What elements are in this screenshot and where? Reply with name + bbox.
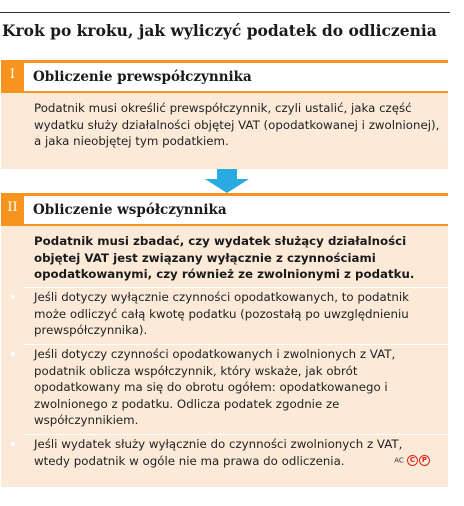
- section-lead: Podatnik musi zbadać, czy wydatek służący działalności objętej VAT jest związany wyłącznie z czynnościami opodatkowanymi, czy również ze zwolnionymi z podatku.: [34, 234, 415, 281]
- section-number: II: [1, 193, 24, 226]
- divider: [24, 287, 448, 288]
- section-tab: [1, 60, 24, 169]
- bullet-item: Jeśli wydatek służy wyłącznie do czynności zwolnionych z VAT, wtedy podatnik w ogóle nie ma prawa do odliczenia.: [34, 436, 442, 469]
- divider: [24, 344, 448, 345]
- section-wspolczynnik: [1, 193, 448, 487]
- credit-initials: AC: [394, 456, 404, 465]
- bullet-item: Jeśli dotyczy czynności opodatkowanych i zwolnionych z VAT, podatnik oblicza współczynnik, który wskaże, jak obrót opodatkowany ma się do obrotu ogółem: opodatkowanego i zwolnionego z podatku. Odlicza podatek zgodnie ze współczynnikiem.: [34, 346, 442, 429]
- top-rule: [0, 12, 450, 13]
- section-prewspolczynnik: [1, 60, 448, 169]
- section-header: [24, 193, 448, 226]
- bullet-item: Jeśli dotyczy wyłącznie czynności opodatkowanych, to podatnik może odliczyć całą kwotę podatku (pozostałą po uwzględnieniu prewspółczynnika).: [34, 289, 442, 339]
- credit: [394, 455, 430, 466]
- section-header: [24, 60, 448, 93]
- section-body: Podatnik musi określić prewspółczynnik, czyli ustalić, jaka część wydatku służy działalności objętej VAT (opodatkowanej i zwolnionej), a jaka nieobjętej tym podatkiem.: [34, 101, 440, 148]
- p-icon: P: [419, 455, 430, 466]
- copyright-icon: C: [407, 455, 418, 466]
- section-heading: Obliczenie współczynnika: [33, 202, 227, 218]
- section-heading: Obliczenie prewspółczynnika: [33, 69, 252, 85]
- section-number: I: [1, 60, 24, 93]
- down-arrow-icon: [205, 169, 249, 193]
- divider: [24, 434, 448, 435]
- page-title: Krok po kroku, jak wyliczyć podatek do odliczenia: [2, 21, 437, 40]
